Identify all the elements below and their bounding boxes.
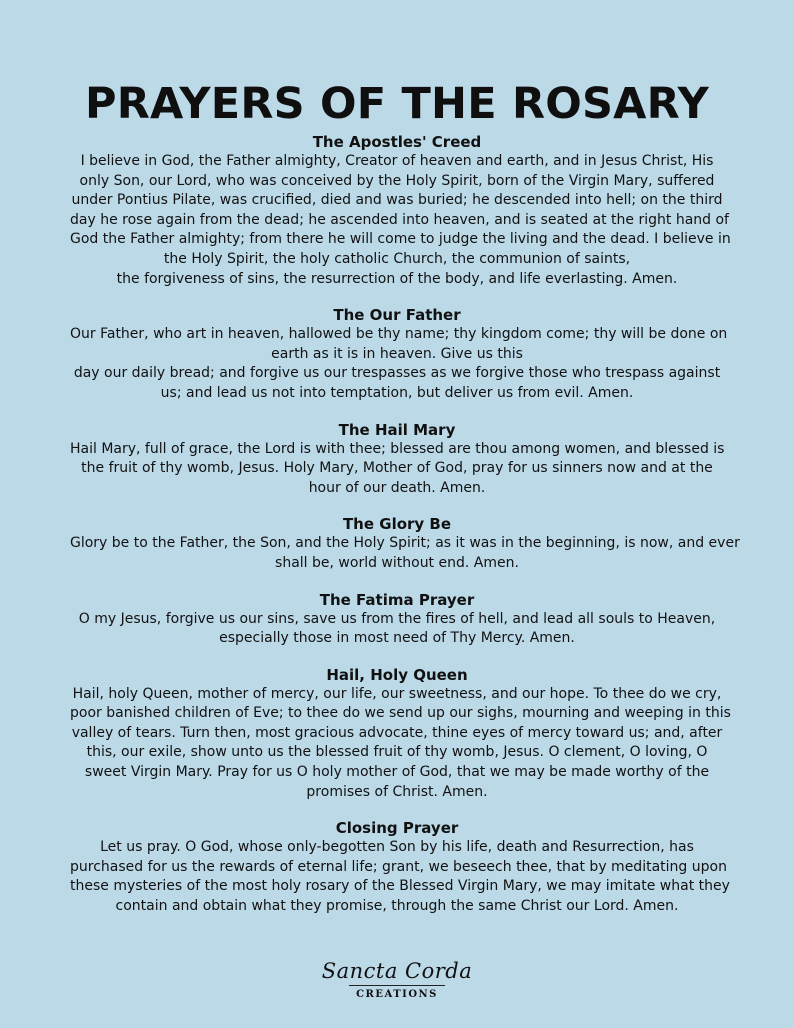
prayer-text-line: earth as it is in heaven. Give us this (271, 345, 523, 362)
prayer-heading: The Apostles' Creed (312, 133, 482, 151)
prayer-text-line: O my Jesus, forgive us our sins, save us from the fires of hell, and lead all souls to Heaven, (78, 610, 716, 627)
prayer-text-line: sweet Virgin Mary. Pray for us O holy mother of God, that we may be made worthy of the (84, 764, 710, 781)
prayer-text-line: poor banished children of Eve; to thee do we send up our sighs, mourning and weeping in this (70, 705, 731, 722)
prayer-text (70, 152, 731, 289)
prayer-text-line: Our Father, who art in heaven, hallowed be thy name; thy kingdom come; thy will be done on (70, 326, 728, 343)
prayer-heading: Closing Prayer (335, 819, 459, 838)
prayer-section (70, 818, 730, 916)
brand-logo-script: Sancta Corda (321, 959, 473, 983)
prayer-section (70, 665, 731, 803)
prayer-section (70, 305, 728, 403)
prayer-text-line: Hail Mary, full of grace, the Lord is with thee; blessed are thou among women, and blessed is (70, 440, 725, 457)
brand-logo-subtitle: CREATIONS (356, 989, 438, 1000)
prayer-text-line: these mysteries of the most holy rosary of the Blessed Virgin Mary, we may imitate what they (70, 878, 730, 895)
page-title: PRAYERS OF THE ROSARY (85, 79, 709, 129)
prayer-section (70, 420, 724, 499)
prayer-heading: The Fatima Prayer (319, 590, 475, 609)
brand-logo-divider (349, 985, 445, 986)
prayer-list (70, 132, 740, 917)
prayer-text-line: promises of Christ. Amen. (306, 783, 488, 800)
prayer-text-line: the forgiveness of sins, the resurrection of the body, and life everlasting. Amen. (116, 270, 678, 287)
prayer-heading: The Glory Be (342, 515, 452, 534)
prayer-text-line: Glory be to the Father, the Son, and the Holy Spirit; as it was in the beginning, is now, and ever (70, 535, 740, 552)
prayer-section (70, 590, 724, 649)
prayer-section (70, 132, 731, 289)
prayer-text (70, 838, 730, 916)
prayer-text-line: Hail, holy Queen, mother of mercy, our life, our sweetness, and our hope. To thee do we cry, (72, 685, 722, 702)
prayer-text-line: shall be, world without end. Amen. (275, 554, 519, 571)
prayer-heading: Hail, Holy Queen (326, 665, 468, 684)
prayer-text-line: hour of our death. Amen. (308, 479, 486, 496)
prayer-text-line: under Pontius Pilate, was crucified, died and was buried; he descended into hell; on the third (71, 192, 723, 209)
prayer-text (70, 685, 731, 803)
prayer-text-line: Let us pray. O God, whose only-begotten Son by his life, death and Resurrection, has (100, 839, 694, 856)
prayer-text-line: especially those in most need of Thy Mercy. Amen. (219, 630, 575, 647)
brand-logo (0, 958, 794, 1001)
prayer-text-line: valley of tears. Turn then, most gracious advocate, thine eyes of mercy toward us; and, after (71, 724, 723, 741)
prayer-text-line: the fruit of thy womb, Jesus. Holy Mary, Mother of God, pray for us sinners now and at the (81, 460, 713, 477)
prayer-text (70, 440, 724, 499)
prayer-text-line: us; and lead us not into temptation, but deliver us from evil. Amen. (160, 384, 634, 401)
prayer-text-line: God the Father almighty; from there he will come to judge the living and the dead. I believe in (70, 231, 731, 248)
prayer-text-line: day our daily bread; and forgive us our trespasses as we forgive those who trespass against (73, 365, 721, 382)
prayer-text (70, 534, 740, 573)
prayer-text (70, 610, 724, 649)
prayer-text-line: I believe in God, the Father almighty, Creator of heaven and earth, and in Jesus Christ, His (80, 153, 714, 169)
prayer-text-line: this, our exile, show unto us the blessed fruit of thy womb, Jesus. O clement, O loving, O (86, 744, 708, 761)
prayer-heading: The Our Father (333, 306, 461, 325)
prayer-text (70, 325, 728, 403)
prayer-text-line: only Son, our Lord, who was conceived by the Holy Spirit, born of the Virgin Mary, suffered (79, 172, 715, 189)
prayer-text-line: contain and obtain what they promise, through the same Christ our Lord. Amen. (115, 898, 679, 915)
prayer-text-line: the Holy Spirit, the holy catholic Church, the communion of saints, (163, 250, 631, 267)
prayer-section (70, 514, 740, 573)
prayer-text-line: purchased for us the rewards of eternal life; grant, we beseech thee, that by meditating upon (70, 858, 727, 875)
prayer-heading: The Hail Mary (338, 420, 456, 439)
prayer-text-line: day he rose again from the dead; he ascended into heaven, and is seated at the right hand of (70, 211, 729, 228)
